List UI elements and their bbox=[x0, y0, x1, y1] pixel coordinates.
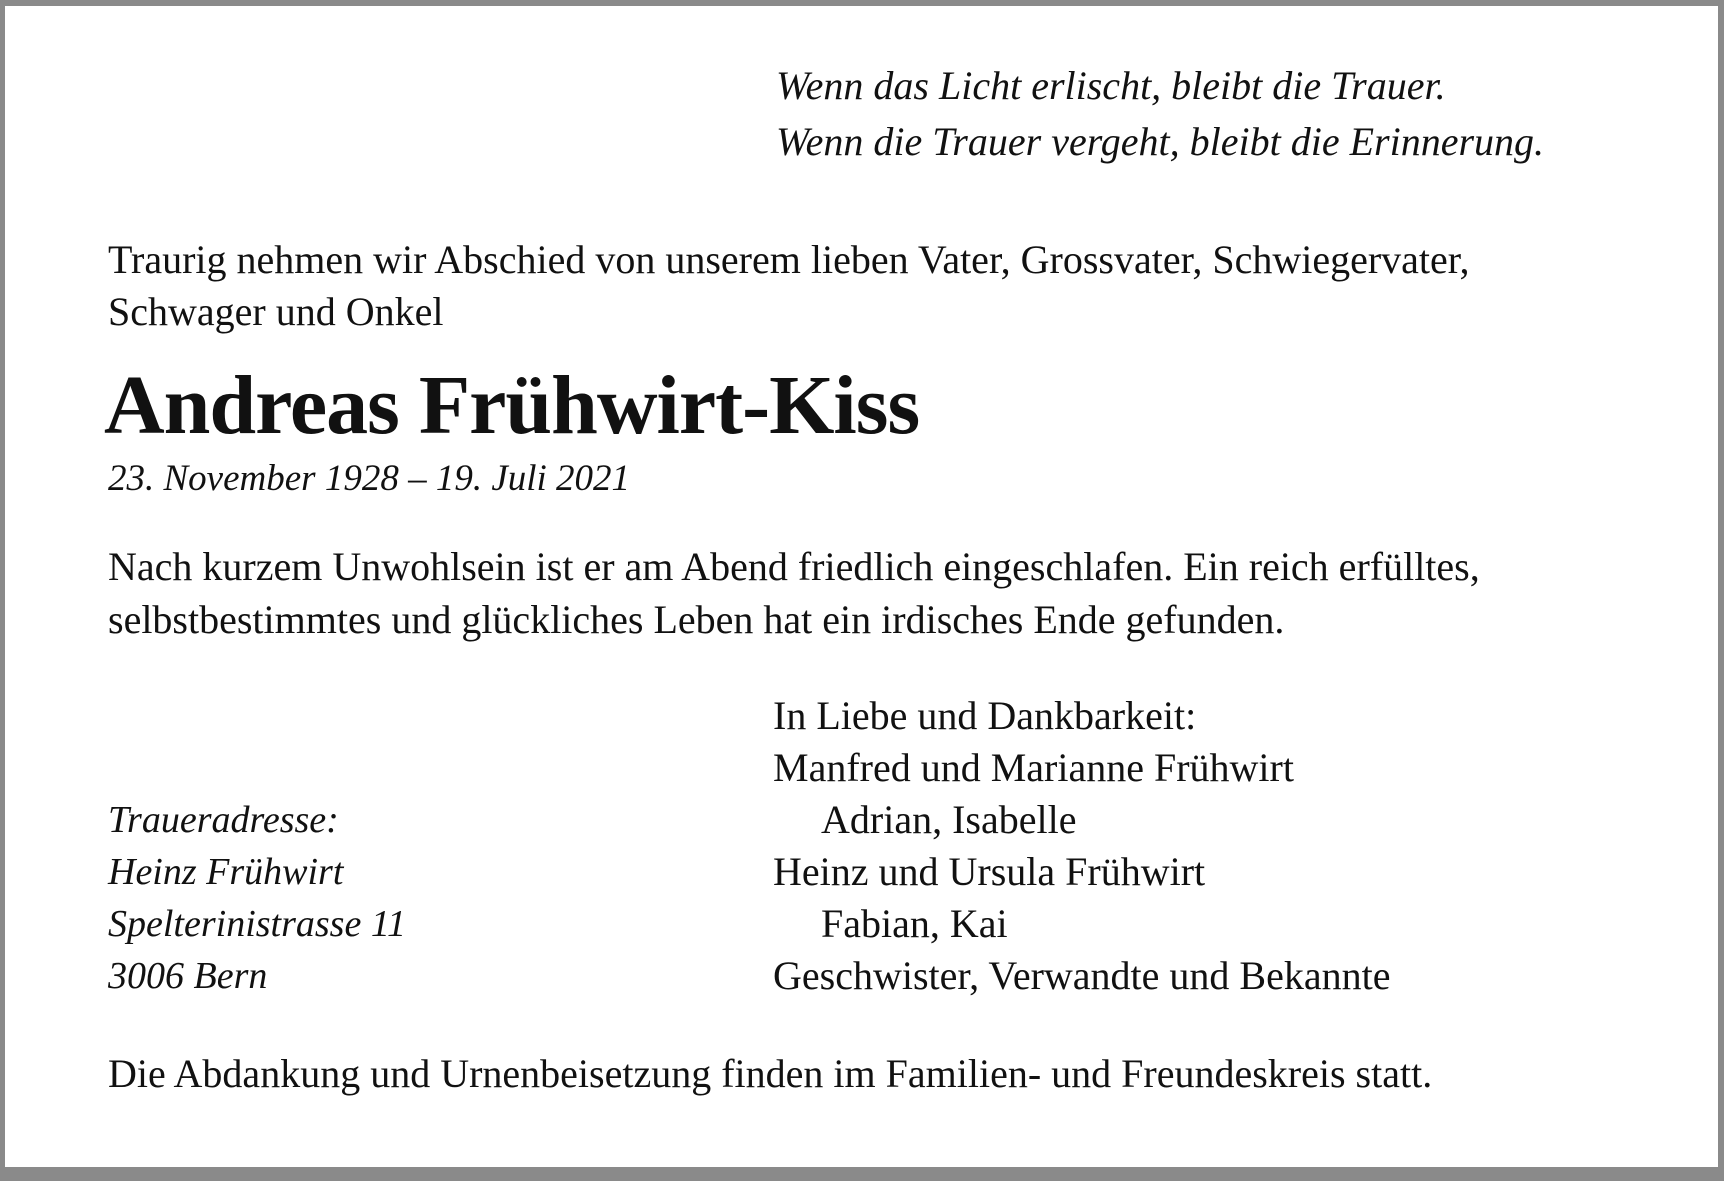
mourner-line: Geschwister, Verwandte und Bekannte bbox=[773, 953, 1391, 998]
message-text bbox=[108, 540, 1668, 646]
mourner-line: Heinz und Ursula Frühwirt bbox=[773, 849, 1206, 894]
intro-text bbox=[108, 234, 1668, 338]
intro-line: Schwager und Onkel bbox=[108, 289, 444, 334]
mourner-line: Fabian, Kai bbox=[821, 901, 1008, 946]
address-label: Traueradresse: bbox=[108, 799, 339, 841]
mourner-line: Adrian, Isabelle bbox=[821, 797, 1077, 842]
address-street: Spelterinistrasse 11 bbox=[108, 903, 407, 945]
motto-line: Wenn das Licht erlischt, bleibt die Trauer. bbox=[776, 63, 1446, 108]
mourners-list bbox=[773, 690, 1390, 1002]
motto-line: Wenn die Trauer vergeht, bleibt die Erinnerung. bbox=[776, 119, 1545, 164]
motto-quote bbox=[776, 58, 1544, 170]
message-line: Nach kurzem Unwohlsein ist er am Abend friedlich eingeschlafen. Ein reich erfülltes, bbox=[108, 544, 1480, 589]
deceased-name: Andreas Frühwirt-Kiss bbox=[104, 359, 920, 452]
intro-line: Traurig nehmen wir Abschied von unserem lieben Vater, Grossvater, Schwiegervater, bbox=[108, 237, 1470, 282]
life-dates: 23. November 1928 – 19. Juli 2021 bbox=[108, 458, 631, 499]
address-name: Heinz Frühwirt bbox=[108, 851, 344, 893]
mourner-line: Manfred und Marianne Frühwirt bbox=[773, 745, 1294, 790]
closing-text: Die Abdankung und Urnenbeisetzung finden im Familien- und Freundeskreis statt. bbox=[108, 1051, 1433, 1096]
mourning-address bbox=[108, 794, 406, 1002]
address-city: 3006 Bern bbox=[108, 955, 268, 997]
mourners-heading: In Liebe und Dankbarkeit: bbox=[773, 693, 1197, 738]
message-line: selbstbestimmtes und glückliches Leben hat ein irdisches Ende gefunden. bbox=[108, 597, 1285, 642]
